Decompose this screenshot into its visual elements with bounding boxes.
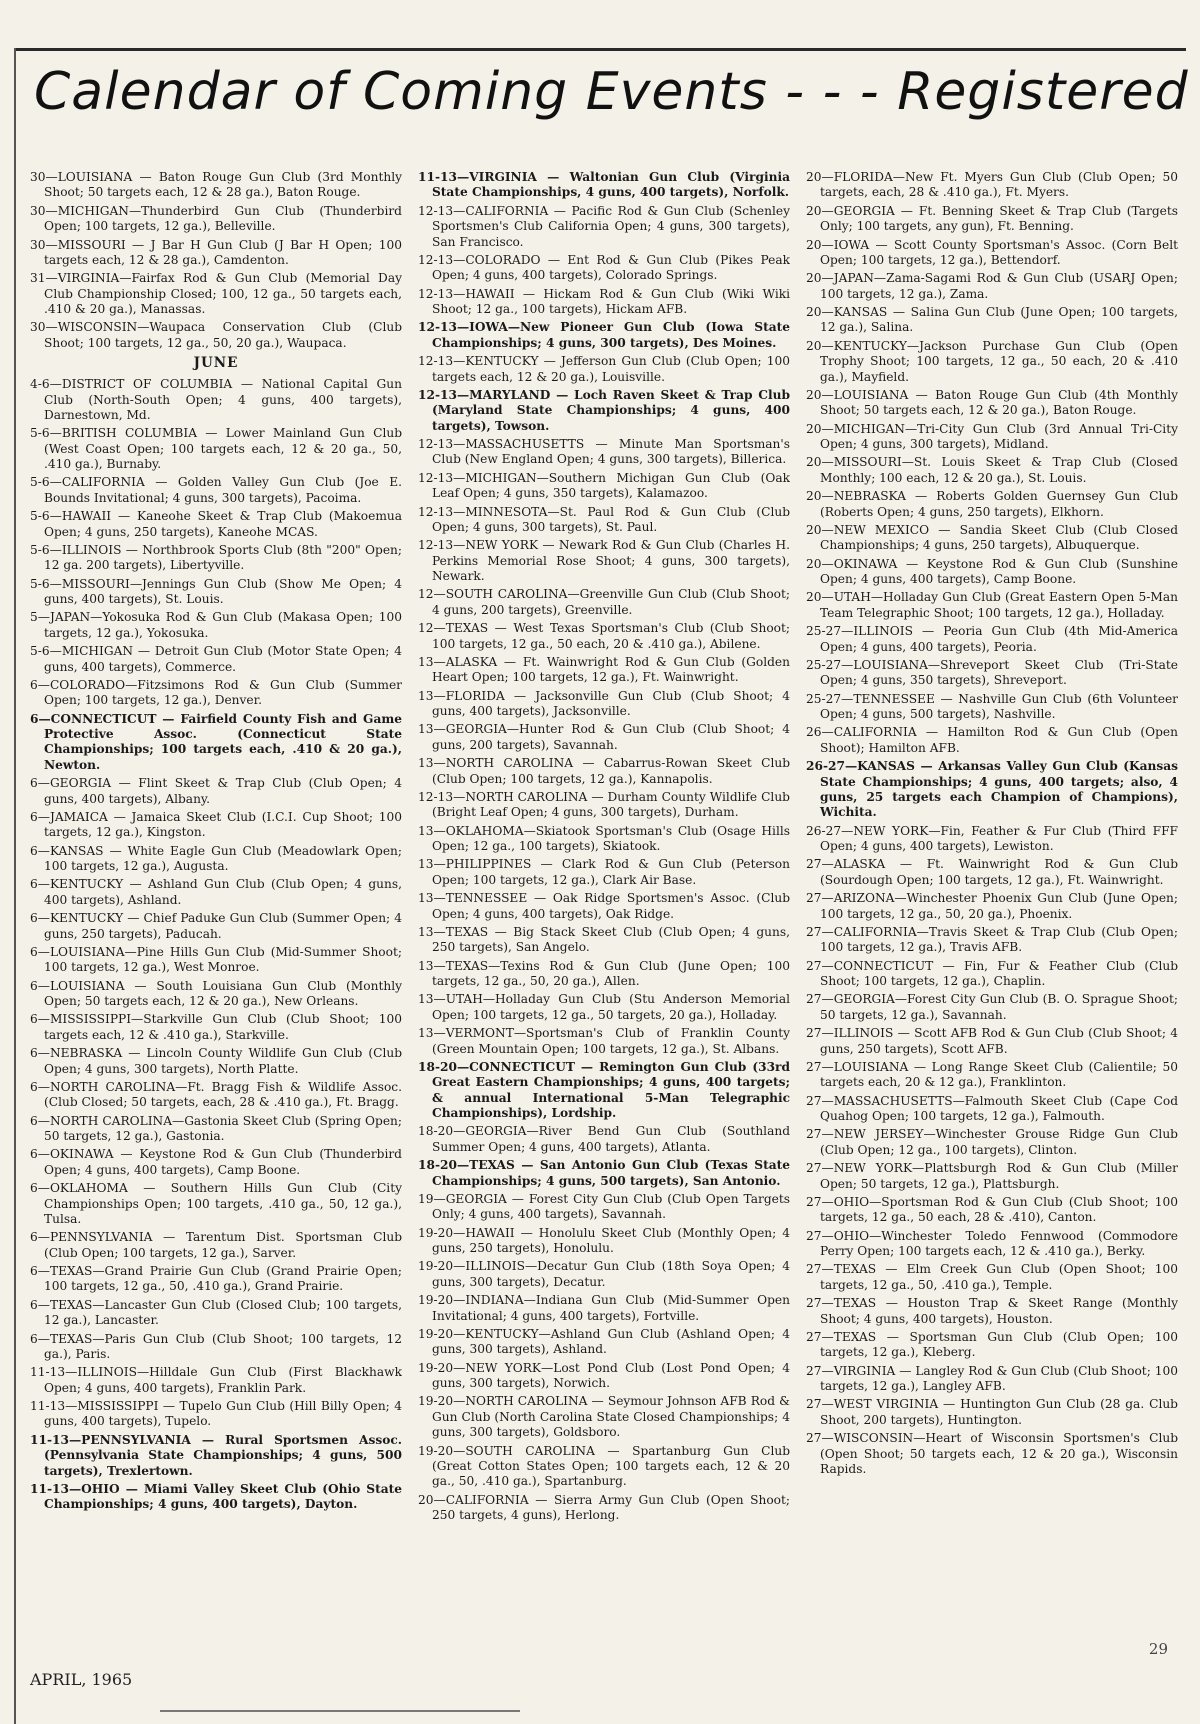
month-heading: JUNE xyxy=(193,355,239,372)
event-entry: 31—VIRGINIA—Fairfax Rod & Gun Club (Memorial Day Club Championship Closed; 100, 12 ga., 50 targets each, .410 & 20 ga.), Manassas. xyxy=(30,271,402,316)
event-entry: 30—WISCONSIN—Waupaca Conservation Club (Club Shoot; 100 targets, 12 ga., 50, 20 ga.), Waupaca. xyxy=(30,320,402,350)
event-entry: 6—KANSAS — White Eagle Gun Club (Meadowlark Open; 100 targets, 12 ga.), Augusta. xyxy=(30,843,402,873)
event-entry: 13—ALASKA — Ft. Wainwright Rod & Gun Club (Golden Heart Open; 100 targets, 12 ga.), Ft. Wainwright. xyxy=(418,654,790,685)
event-entry: 27—ARIZONA—Winchester Phoenix Gun Club (June Open; 100 targets, 12 ga., 50, 20 ga.), Phoenix. xyxy=(806,891,1178,921)
event-entry: 6—GEORGIA — Flint Skeet & Trap Club (Club Open; 4 guns, 400 targets), Albany. xyxy=(30,776,402,806)
event-entry: 6—TEXAS—Lancaster Gun Club (Closed Club; 100 targets, 12 ga.), Lancaster. xyxy=(30,1297,402,1328)
event-entry: 27—CALIFORNIA—Travis Skeet & Trap Club (Club Open; 100 targets, 12 ga.), Travis AFB. xyxy=(806,924,1178,955)
event-entry: 6—LOUISIANA — South Louisiana Gun Club (Monthly Open; 50 targets each, 12 & 20 ga.), New Orleans. xyxy=(30,978,402,1008)
event-entry: 6—KENTUCKY — Ashland Gun Club (Club Open; 4 guns, 400 targets), Ashland. xyxy=(30,877,402,907)
event-entry-championship: 12-13—IOWA—New Pioneer Gun Club (Iowa State Championships; 4 guns, 300 targets), Des Moines. xyxy=(418,320,790,350)
event-entry: 6—TEXAS—Paris Gun Club (Club Shoot; 100 targets, 12 ga.), Paris. xyxy=(30,1331,402,1361)
event-entry: 19-20—SOUTH CAROLINA — Spartanburg Gun Club (Great Cotton States Open; 100 targets each, 12 & 20 ga., 50, .410 ga.), Spartanburg. xyxy=(418,1443,790,1489)
event-entry: 13—TEXAS—Texins Rod & Gun Club (June Open; 100 targets, 12 ga., 50, 20 ga.), Allen. xyxy=(418,958,790,988)
event-entry: 27—TEXAS — Houston Trap & Skeet Range (Monthly Shoot; 4 guns, 400 targets), Houston. xyxy=(806,1296,1178,1326)
event-entry: 27—ILLINOIS — Scott AFB Rod & Gun Club (Club Shoot; 4 guns, 250 targets), Scott AFB. xyxy=(806,1026,1178,1056)
event-entry: 6—JAMAICA — Jamaica Skeet Club (I.C.I. Cup Shoot; 100 targets, 12 ga.), Kingston. xyxy=(30,809,402,840)
event-entry: 13—UTAH—Holladay Gun Club (Stu Anderson Memorial Open; 100 targets, 12 ga., 50 targets, 20 ga.), Holladay. xyxy=(418,992,790,1022)
event-entry: 12-13—NEW YORK — Newark Rod & Gun Club (Charles H. Perkins Memorial Rose Shoot; 4 guns, 300 targets), Newark. xyxy=(418,538,790,583)
bottom-rule xyxy=(160,1710,520,1712)
event-entry: 20—OKINAWA — Keystone Rod & Gun Club (Sunshine Open; 4 guns, 400 targets), Camp Boone. xyxy=(806,556,1178,586)
event-entry: 20—KANSAS — Salina Gun Club (June Open; 100 targets, 12 ga.), Salina. xyxy=(806,305,1178,335)
events-columns xyxy=(30,170,1180,1650)
event-entry: 5-6—MISSOURI—Jennings Gun Club (Show Me Open; 4 guns, 400 targets), St. Louis. xyxy=(30,576,402,606)
event-entry: 12-13—COLORADO — Ent Rod & Gun Club (Pikes Peak Open; 4 guns, 400 targets), Colorado Springs. xyxy=(418,252,790,283)
events-column-2 xyxy=(418,170,790,1650)
event-entry: 4-6—DISTRICT OF COLUMBIA — National Capital Gun Club (North-South Open; 4 guns, 400 targets), Darnestown, Md. xyxy=(30,377,402,422)
event-entry: 13—TEXAS — Big Stack Skeet Club (Club Open; 4 guns, 250 targets), San Angelo. xyxy=(418,924,790,955)
event-entry: 20—UTAH—Holladay Gun Club (Great Eastern Open 5-Man Team Telegraphic Shoot; 100 targets, 12 ga.), Holladay. xyxy=(806,590,1178,620)
event-entry: 12-13—CALIFORNIA — Pacific Rod & Gun Club (Schenley Sportsmen's Club California Open; 4 guns, 300 targets), San Francisco. xyxy=(418,203,790,249)
event-entry: 19-20—NORTH CAROLINA — Seymour Johnson AFB Rod & Gun Club (North Carolina State Closed Championships; 4 guns, 300 targets), Goldsboro. xyxy=(418,1394,790,1440)
event-entry: 6—NORTH CAROLINA—Gastonia Skeet Club (Spring Open; 50 targets, 12 ga.), Gastonia. xyxy=(30,1113,402,1143)
event-entry: 25-27—TENNESSEE — Nashville Gun Club (6th Volunteer Open; 4 guns, 500 targets), Nashville. xyxy=(806,691,1178,721)
event-entry: 25-27—ILLINOIS — Peoria Gun Club (4th Mid-America Open; 4 guns, 400 targets), Peoria. xyxy=(806,624,1178,654)
event-entry: 6—COLORADO—Fitzsimons Rod & Gun Club (Summer Open; 100 targets, 12 ga.), Denver. xyxy=(30,677,402,708)
event-entry: 27—TEXAS — Sportsman Gun Club (Club Open; 100 targets, 12 ga.), Kleberg. xyxy=(806,1329,1178,1360)
event-entry-championship: 11-13—OHIO — Miami Valley Skeet Club (Ohio State Championships; 4 guns, 400 targets), Dayton. xyxy=(30,1481,402,1512)
event-entry: 13—NORTH CAROLINA — Cabarrus-Rowan Skeet Club (Club Open; 100 targets, 12 ga.), Kannapolis. xyxy=(418,756,790,786)
event-entry: 20—FLORIDA—New Ft. Myers Gun Club (Club Open; 50 targets, each, 28 & .410 ga.), Ft. Myers. xyxy=(806,170,1178,200)
event-entry: 6—TEXAS—Grand Prairie Gun Club (Grand Prairie Open; 100 targets, 12 ga., 50, .410 ga.), Grand Prairie. xyxy=(30,1264,402,1294)
event-entry: 12-13—MICHIGAN—Southern Michigan Gun Club (Oak Leaf Open; 4 guns, 350 targets), Kalamazoo. xyxy=(418,470,790,501)
event-entry: 13—FLORIDA — Jacksonville Gun Club (Club Shoot; 4 guns, 400 targets), Jacksonville. xyxy=(418,688,790,718)
event-entry: 27—MASSACHUSETTS—Falmouth Skeet Club (Cape Cod Quahog Open; 100 targets, 12 ga.), Falmouth. xyxy=(806,1093,1178,1123)
event-entry: 19-20—ILLINOIS—Decatur Gun Club (18th Soya Open; 4 guns, 300 targets), Decatur. xyxy=(418,1259,790,1289)
event-entry: 5-6—CALIFORNIA — Golden Valley Gun Club (Joe E. Bounds Invitational; 4 guns, 300 targets), Pacoima. xyxy=(30,475,402,505)
event-entry: 13—TENNESSEE — Oak Ridge Sportsmen's Assoc. (Club Open; 4 guns, 400 targets), Oak Ridge. xyxy=(418,891,790,921)
event-entry-championship: 18-20—TEXAS — San Antonio Gun Club (Texas State Championships; 4 guns, 500 targets), San Antonio. xyxy=(418,1158,790,1188)
event-entry: 20—NEBRASKA — Roberts Golden Guernsey Gun Club (Roberts Open; 4 guns, 250 targets), Elkhorn. xyxy=(806,489,1178,519)
event-entry: 25-27—LOUISIANA—Shreveport Skeet Club (Tri-State Open; 4 guns, 350 targets), Shreveport. xyxy=(806,657,1178,688)
top-rule xyxy=(14,48,1186,51)
event-entry: 12-13—NORTH CAROLINA — Durham County Wildlife Club (Bright Leaf Open; 4 guns, 300 targets), Durham. xyxy=(418,789,790,820)
event-entry: 27—LOUISIANA — Long Range Skeet Club (Calientile; 50 targets each, 20 & 12 ga.), Franklinton. xyxy=(806,1059,1178,1090)
event-entry: 27—NEW JERSEY—Winchester Grouse Ridge Gun Club (Club Open; 12 ga., 100 targets), Clinton. xyxy=(806,1127,1178,1157)
event-entry: 5-6—MICHIGAN — Detroit Gun Club (Motor State Open; 4 guns, 400 targets), Commerce. xyxy=(30,644,402,674)
event-entry: 30—MICHIGAN—Thunderbird Gun Club (Thunderbird Open; 100 targets, 12 ga.), Belleville. xyxy=(30,203,402,234)
event-entry: 20—GEORGIA — Ft. Benning Skeet & Trap Club (Targets Only; 100 targets, any gun), Ft. Benning. xyxy=(806,203,1178,234)
event-entry: 5-6—BRITISH COLUMBIA — Lower Mainland Gun Club (West Coast Open; 100 targets each, 12 & 20 ga., 50, .410 ga.), Burnaby. xyxy=(30,426,402,471)
events-column-1 xyxy=(30,170,402,1650)
event-entry: 27—GEORGIA—Forest City Gun Club (B. O. Sprague Shoot; 50 targets, 12 ga.), Savannah. xyxy=(806,992,1178,1022)
event-entry-championship: 18-20—CONNECTICUT — Remington Gun Club (33rd Great Eastern Championships; 4 guns, 400 targets; & annual International 5-Man Telegraphic Championships), Lordship. xyxy=(418,1059,790,1120)
event-entry: 26-27—NEW YORK—Fin, Feather & Fur Club (Third FFF Open; 4 guns, 400 targets), Lewiston. xyxy=(806,823,1178,853)
page-number: 29 xyxy=(1148,1640,1168,1658)
event-entry: 27—WEST VIRGINIA — Huntington Gun Club (28 ga. Club Shoot, 200 targets), Huntington. xyxy=(806,1397,1178,1427)
event-entry: 13—VERMONT—Sportsman's Club of Franklin County (Green Mountain Open; 100 targets, 12 ga.), St. Albans. xyxy=(418,1026,790,1056)
event-entry: 18-20—GEORGIA—River Bend Gun Club (Southland Summer Open; 4 guns, 400 targets), Atlanta. xyxy=(418,1124,790,1154)
event-entry: 19-20—KENTUCKY—Ashland Gun Club (Ashland Open; 4 guns, 300 targets), Ashland. xyxy=(418,1326,790,1357)
event-entry: 6—KENTUCKY — Chief Paduke Gun Club (Summer Open; 4 guns, 250 targets), Paducah. xyxy=(30,911,402,941)
page-title: Calendar of Coming Events - - - Registered xyxy=(34,62,1189,122)
event-entry: 6—LOUISIANA—Pine Hills Gun Club (Mid-Summer Shoot; 100 targets, 12 ga.), West Monroe. xyxy=(30,944,402,975)
event-entry: 6—MISSISSIPPI—Starkville Gun Club (Club Shoot; 100 targets each, 12 & .410 ga.), Starkville. xyxy=(30,1012,402,1042)
event-entry: 19-20—HAWAII — Honolulu Skeet Club (Monthly Open; 4 guns, 250 targets), Honolulu. xyxy=(418,1225,790,1255)
event-entry: 27—OHIO—Winchester Toledo Fennwood (Commodore Perry Open; 100 targets each, 12 & .410 ga.), Berky. xyxy=(806,1228,1178,1258)
event-entry: 20—MICHIGAN—Tri-City Gun Club (3rd Annual Tri-City Open; 4 guns, 300 targets), Midland. xyxy=(806,421,1178,451)
event-entry: 27—VIRGINIA — Langley Rod & Gun Club (Club Shoot; 100 targets, 12 ga.), Langley AFB. xyxy=(806,1363,1178,1393)
event-entry: 12—SOUTH CAROLINA—Greenville Gun Club (Club Shoot; 4 guns, 200 targets), Greenville. xyxy=(418,587,790,617)
event-entry: 20—NEW MEXICO — Sandia Skeet Club (Club Closed Championships; 4 guns, 250 targets), Albuquerque. xyxy=(806,522,1178,553)
event-entry: 20—CALIFORNIA — Sierra Army Gun Club (Open Shoot; 250 targets, 4 guns), Herlong. xyxy=(418,1492,790,1522)
event-entry: 20—LOUISIANA — Baton Rouge Gun Club (4th Monthly Shoot; 50 targets each, 12 & 20 ga.), Baton Rouge. xyxy=(806,387,1178,418)
event-entry: 26—CALIFORNIA — Hamilton Rod & Gun Club (Open Shoot); Hamilton AFB. xyxy=(806,725,1178,755)
event-entry: 13—GEORGIA—Hunter Rod & Gun Club (Club Shoot; 4 guns, 200 targets), Savannah. xyxy=(418,722,790,752)
issue-date: APRIL, 1965 xyxy=(30,1670,133,1689)
event-entry: 6—PENNSYLVANIA — Tarentum Dist. Sportsman Club (Club Open; 100 targets, 12 ga.), Sarver. xyxy=(30,1230,402,1260)
event-entry: 27—OHIO—Sportsman Rod & Gun Club (Club Shoot; 100 targets, 12 ga., 50 each, 28 & .410), Canton. xyxy=(806,1194,1178,1225)
left-margin-rule xyxy=(14,48,16,1724)
event-entry: 12-13—HAWAII — Hickam Rod & Gun Club (Wiki Wiki Shoot; 12 ga., 100 targets), Hickam AFB. xyxy=(418,286,790,316)
event-entry: 19—GEORGIA — Forest City Gun Club (Club Open Targets Only; 4 guns, 400 targets), Savannah. xyxy=(418,1191,790,1222)
event-entry: 6—NORTH CAROLINA—Ft. Bragg Fish & Wildlife Assoc. (Club Closed; 50 targets, each, 28 & .410 ga.), Ft. Bragg. xyxy=(30,1079,402,1110)
event-entry: 20—JAPAN—Zama-Sagami Rod & Gun Club (USARJ Open; 100 targets, 12 ga.), Zama. xyxy=(806,271,1178,301)
event-entry: 6—NEBRASKA — Lincoln County Wildlife Gun Club (Club Open; 4 guns, 300 targets), North Platte. xyxy=(30,1046,402,1076)
event-entry-championship: 12-13—MARYLAND — Loch Raven Skeet & Trap Club (Maryland State Championships; 4 guns, 400 targets), Towson. xyxy=(418,387,790,433)
event-entry: 27—TEXAS — Elm Creek Gun Club (Open Shoot; 100 targets, 12 ga., 50, .410 ga.), Temple. xyxy=(806,1262,1178,1292)
event-entry: 12—TEXAS — West Texas Sportsman's Club (Club Shoot; 100 targets, 12 ga., 50 each, 20 & .410 ga.), Abilene. xyxy=(418,621,790,651)
event-entry: 12-13—KENTUCKY — Jefferson Gun Club (Club Open; 100 targets each, 12 & 20 ga.), Louisville. xyxy=(418,354,790,384)
event-entry: 20—IOWA — Scott County Sportsman's Assoc. (Corn Belt Open; 100 targets, 12 ga.), Bettendorf. xyxy=(806,237,1178,267)
event-entry: 20—KENTUCKY—Jackson Purchase Gun Club (Open Trophy Shoot; 100 targets, 12 ga., 50 each, 20 & .410 ga.), Mayfield. xyxy=(806,338,1178,384)
event-entry: 11-13—ILLINOIS—Hilldale Gun Club (First Blackhawk Open; 4 guns, 400 targets), Franklin Park. xyxy=(30,1365,402,1395)
event-entry-championship: 6—CONNECTICUT — Fairfield County Fish and Game Protective Assoc. (Connecticut State Championships; 100 targets each, .410 & 20 ga.), Newton. xyxy=(30,711,402,772)
event-entry: 11-13—MISSISSIPPI — Tupelo Gun Club (Hill Billy Open; 4 guns, 400 targets), Tupelo. xyxy=(30,1399,402,1429)
event-entry: 27—WISCONSIN—Heart of Wisconsin Sportsmen's Club (Open Shoot; 50 targets each, 12 & 20 ga.), Wisconsin Rapids. xyxy=(806,1431,1178,1476)
event-entry: 5-6—ILLINOIS — Northbrook Sports Club (8th "200" Open; 12 ga. 200 targets), Libertyville. xyxy=(30,542,402,573)
event-entry: 27—ALASKA — Ft. Wainwright Rod & Gun Club (Sourdough Open; 100 targets, 12 ga.), Ft. Wainwright. xyxy=(806,857,1178,887)
event-entry: 6—OKINAWA — Keystone Rod & Gun Club (Thunderbird Open; 4 guns, 400 targets), Camp Boone. xyxy=(30,1147,402,1177)
event-entry: 6—OKLAHOMA — Southern Hills Gun Club (City Championships Open; 100 targets, .410 ga., 50, 12 ga.), Tulsa. xyxy=(30,1181,402,1226)
event-entry: 13—OKLAHOMA—Skiatook Sportsman's Club (Osage Hills Open; 12 ga., 100 targets), Skiatook. xyxy=(418,823,790,853)
event-entry: 19-20—INDIANA—Indiana Gun Club (Mid-Summer Open Invitational; 4 guns, 400 targets), Fortville. xyxy=(418,1293,790,1323)
event-entry-championship: 26-27—KANSAS — Arkansas Valley Gun Club (Kansas State Championships; 4 guns, 400 targets; also, 4 guns, 25 targets each Champion of Champions), Wichita. xyxy=(806,759,1178,820)
event-entry: 12-13—MINNESOTA—St. Paul Rod & Gun Club (Club Open; 4 guns, 300 targets), St. Paul. xyxy=(418,504,790,534)
event-entry: 27—CONNECTICUT — Fin, Fur & Feather Club (Club Shoot; 100 targets, 12 ga.), Chaplin. xyxy=(806,958,1178,988)
event-entry: 12-13—MASSACHUSETTS — Minute Man Sportsman's Club (New England Open; 4 guns, 300 targets), Billerica. xyxy=(418,437,790,467)
event-entry: 30—LOUISIANA — Baton Rouge Gun Club (3rd Monthly Shoot; 50 targets each, 12 & 28 ga.), Baton Rouge. xyxy=(30,170,402,200)
event-entry: 27—NEW YORK—Plattsburgh Rod & Gun Club (Miller Open; 50 targets, 12 ga.), Plattsburgh. xyxy=(806,1161,1178,1191)
event-entry: 20—MISSOURI—St. Louis Skeet & Trap Club (Closed Monthly; 100 each, 12 & 20 ga.), St. Louis. xyxy=(806,455,1178,485)
event-entry: 19-20—NEW YORK—Lost Pond Club (Lost Pond Open; 4 guns, 300 targets), Norwich. xyxy=(418,1360,790,1390)
event-entry: 5-6—HAWAII — Kaneohe Skeet & Trap Club (Makoemua Open; 4 guns, 250 targets), Kaneohe MCAS. xyxy=(30,509,402,539)
event-entry-championship: 11-13—PENNSYLVANIA — Rural Sportsmen Assoc. (Pennsylvania State Championships; 4 guns, 500 targets), Trexlertown. xyxy=(30,1432,402,1478)
event-entry-championship: 11-13—VIRGINIA — Waltonian Gun Club (Virginia State Championships, 4 guns, 400 targets), Norfolk. xyxy=(418,170,790,200)
events-column-3 xyxy=(806,170,1178,1650)
event-entry: 13—PHILIPPINES — Clark Rod & Gun Club (Peterson Open; 100 targets, 12 ga.), Clark Air Base. xyxy=(418,857,790,887)
event-entry: 5—JAPAN—Yokosuka Rod & Gun Club (Makasa Open; 100 targets, 12 ga.), Yokosuka. xyxy=(30,610,402,640)
event-entry: 30—MISSOURI — J Bar H Gun Club (J Bar H Open; 100 targets each, 12 & 28 ga.), Camdenton. xyxy=(30,237,402,267)
